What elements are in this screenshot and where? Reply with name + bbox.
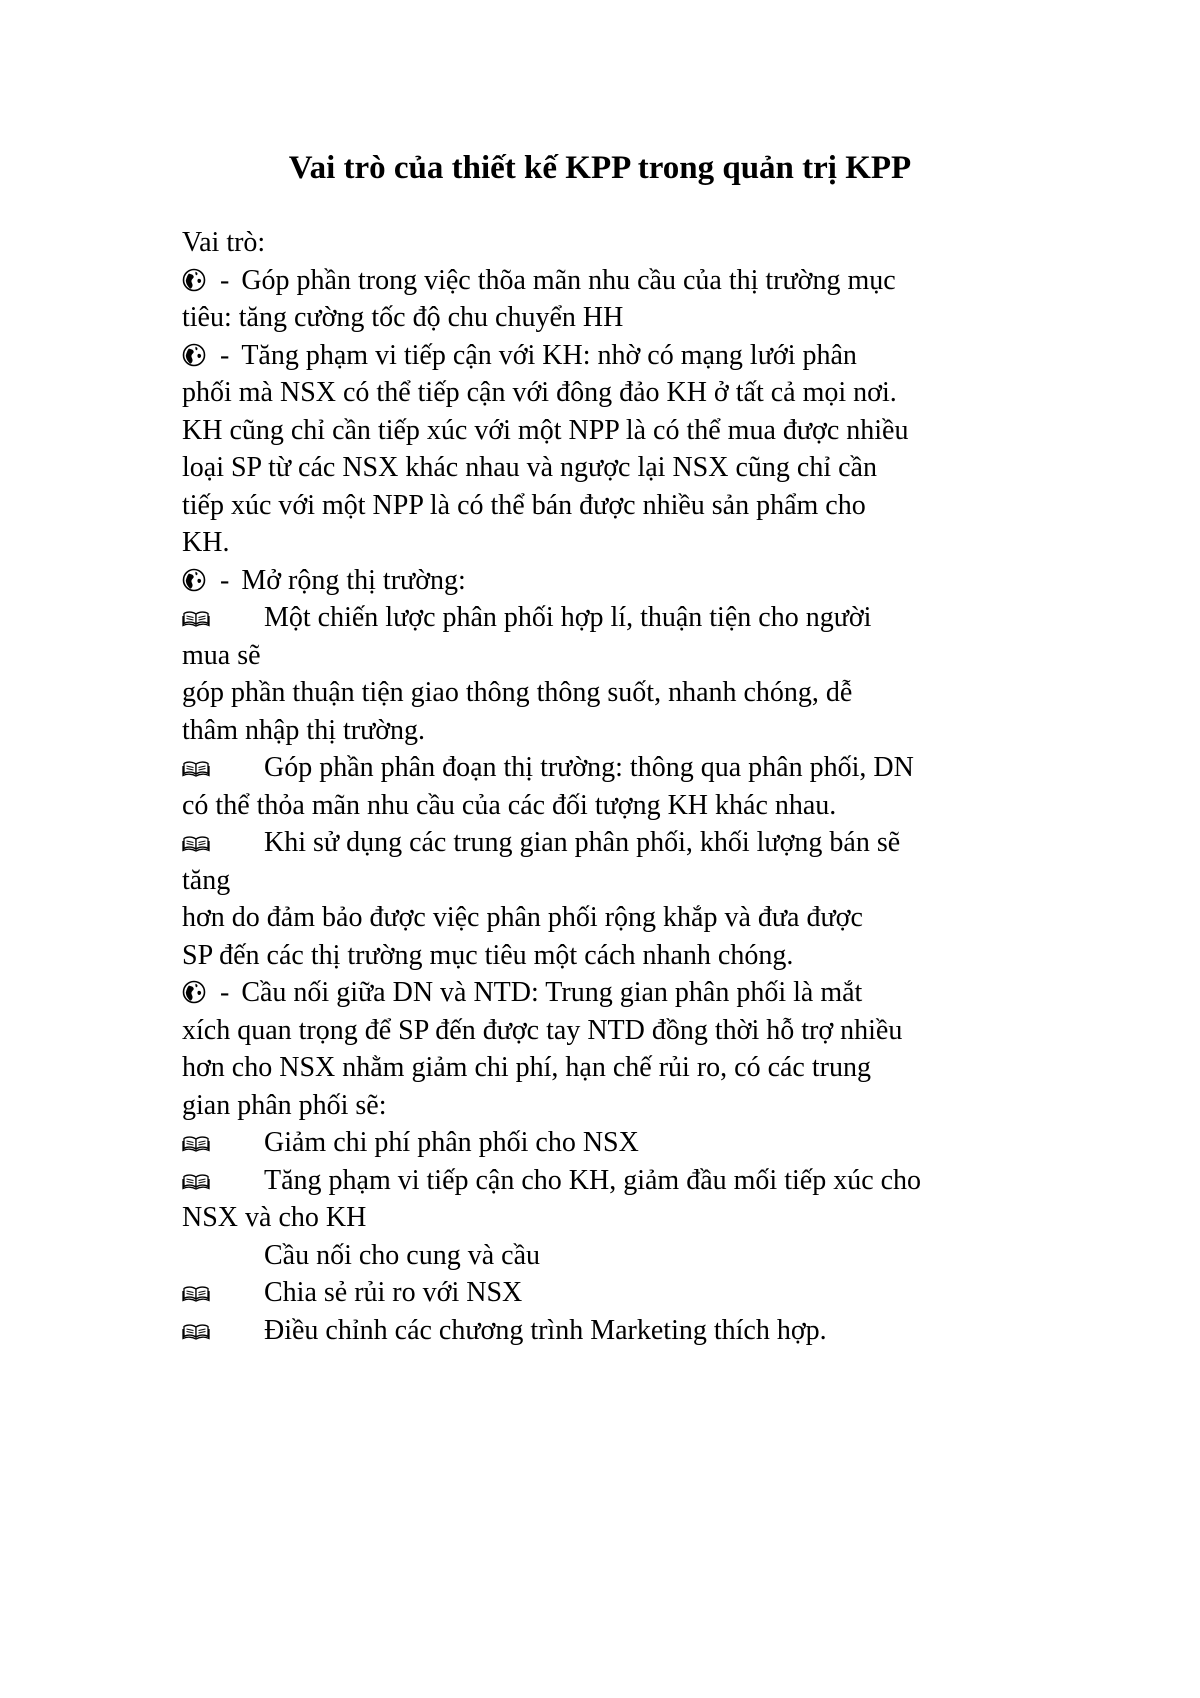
text-line [182, 674, 1042, 712]
text-line [182, 1087, 1042, 1125]
line-text: phối mà NSX có thể tiếp cận với đông đảo KH ở tất cả mọi nơi. [182, 377, 897, 408]
text-line [182, 487, 1042, 525]
sub-bullet-line [182, 824, 1042, 862]
line-text: gian phân phối sẽ: [182, 1089, 387, 1121]
text-line [182, 449, 1042, 487]
sub-bullet-line [182, 1162, 1042, 1200]
text-line [182, 374, 1042, 412]
line-text: có thể thỏa mãn nhu cầu của các đối tượng KH khác nhau. [182, 789, 837, 821]
bullet-dash: - [220, 564, 230, 596]
open-book-icon [182, 611, 210, 627]
line-text: hơn do đảm bảo được việc phân phối rộng khắp và đưa được [182, 902, 863, 933]
line-text: tăng [182, 864, 231, 896]
globe-icon [182, 343, 206, 367]
text-line [182, 862, 1042, 900]
text-line [182, 787, 1042, 825]
globe-icon [182, 980, 206, 1004]
bullet-line [182, 562, 1042, 600]
open-book-icon [182, 1174, 210, 1190]
line-text: tiếp xúc với một NPP là có thể bán được nhiều sản phẩm cho [182, 489, 866, 521]
line-text: góp phần thuận tiện giao thông thông suốt, nhanh chóng, dễ [182, 677, 853, 708]
bullet-line [182, 974, 1042, 1012]
text-line [182, 1049, 1042, 1087]
line-text: SP đến các thị trường mục tiêu một cách nhanh chóng. [182, 939, 794, 971]
line-text: Tăng phạm vi tiếp cận cho KH, giảm đầu mối tiếp xúc cho [264, 1164, 922, 1196]
open-book-icon [182, 1136, 210, 1152]
line-text: Góp phần trong việc thõa mãn nhu cầu của thị trường mục [241, 264, 896, 296]
text-line [182, 1199, 1042, 1237]
sub-bullet-line [182, 1124, 1042, 1162]
text-line [182, 412, 1042, 450]
text-line [182, 299, 1042, 337]
text-line [182, 637, 1042, 675]
line-text: mua sẽ [182, 639, 261, 671]
sub-bullet-line [182, 599, 1042, 637]
sub-bullet-line [182, 1274, 1042, 1312]
bullet-dash: - [220, 977, 230, 1008]
bullet-dash: - [220, 264, 230, 296]
line-text: xích quan trọng để SP đến được tay NTD đồng thời hỗ trợ nhiều [182, 1014, 903, 1046]
line-text: hơn cho NSX nhằm giảm chi phí, hạn chế rủi ro, có các trung [182, 1052, 871, 1083]
line-text: tiêu: tăng cường tốc độ chu chuyển HH [182, 302, 624, 333]
line-text: Một chiến lược phân phối hợp lí, thuận tiện cho người [264, 602, 872, 633]
line-text: NSX và cho KH [182, 1202, 367, 1233]
intro-line [182, 224, 1042, 262]
text-line [182, 899, 1042, 937]
bullet-line [182, 337, 1042, 375]
open-book-icon [182, 761, 210, 777]
text-line [182, 712, 1042, 750]
line-text: KH. [182, 527, 230, 558]
document-title: Vai trò của thiết kế KPP trong quản trị KPP [288, 150, 912, 186]
line-text: thâm nhập thị trường. [182, 714, 426, 746]
line-text: Giảm chi phí phân phối cho NSX [264, 1127, 639, 1158]
line-text: Chia sẻ rủi ro với NSX [264, 1277, 523, 1308]
open-book-icon [182, 1286, 210, 1302]
text-line [182, 1012, 1042, 1050]
bullet-line [182, 262, 1042, 300]
open-book-icon [182, 1324, 210, 1340]
line-text: loại SP từ các NSX khác nhau và ngược lại NSX cũng chỉ cần [182, 452, 877, 483]
line-text: Mở rộng thị trường: [241, 564, 466, 596]
bullet-dash: - [220, 339, 230, 371]
line-text: Điều chỉnh các chương trình Marketing thích hợp. [264, 1314, 827, 1346]
line-text: Tăng phạm vi tiếp cận với KH: nhờ có mạng lưới phân [241, 339, 857, 371]
line-text: Góp phần phân đoạn thị trường: thông qua phân phối, DN [264, 752, 914, 783]
line-text: Khi sử dụng các trung gian phân phối, khối lượng bán sẽ [264, 827, 901, 858]
document-body [182, 224, 1042, 1349]
intro-text: Vai trò: [182, 227, 266, 258]
line-text: Cầu nối giữa DN và NTD: Trung gian phân phối là mắt [241, 977, 863, 1008]
line-text: KH cũng chỉ cần tiếp xúc với một NPP là có thể mua được nhiều [182, 414, 909, 446]
indented-line [182, 1237, 1042, 1275]
text-line [182, 937, 1042, 975]
sub-bullet-line [182, 749, 1042, 787]
text-line [182, 524, 1042, 562]
sub-bullet-line [182, 1312, 1042, 1350]
globe-icon [182, 568, 206, 592]
line-text: Cầu nối cho cung và cầu [264, 1239, 541, 1271]
globe-icon [182, 268, 206, 292]
open-book-icon [182, 836, 210, 852]
